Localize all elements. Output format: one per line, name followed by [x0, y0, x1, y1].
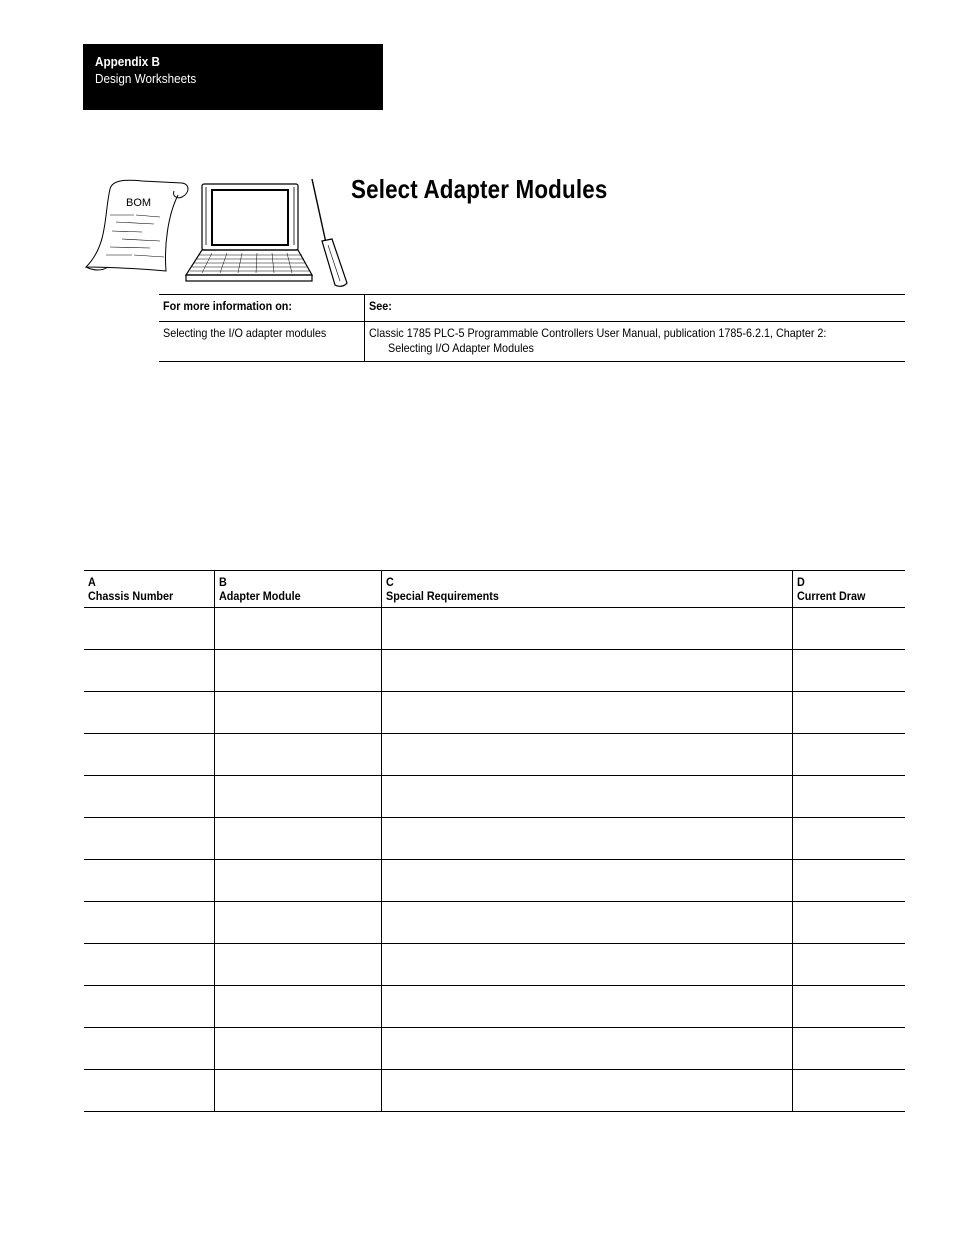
chassis-number-cell — [84, 944, 214, 986]
special-requirements-cell — [382, 650, 793, 692]
more-info-see-header: See: — [365, 295, 906, 322]
page-title: Select Adapter Modules — [351, 174, 608, 204]
current-draw-cell — [793, 734, 905, 776]
special-requirements-cell — [382, 818, 793, 860]
more-info-reference-cell — [365, 322, 906, 362]
adapter-module-cell — [214, 944, 381, 986]
current-draw-cell — [793, 902, 905, 944]
more-info-topic-cell: Selecting the I/O adapter modules — [159, 322, 365, 362]
running-header — [83, 44, 383, 110]
adapter-module-cell — [214, 902, 381, 944]
special-requirements-cell — [382, 902, 793, 944]
worksheet-row — [84, 944, 905, 986]
current-draw-cell — [793, 776, 905, 818]
adapter-module-cell — [214, 986, 381, 1028]
adapter-module-cell — [214, 1070, 381, 1112]
chassis-number-cell — [84, 692, 214, 734]
chassis-number-cell — [84, 734, 214, 776]
chassis-number-cell — [84, 818, 214, 860]
special-requirements-cell — [382, 860, 793, 902]
special-requirements-cell — [382, 608, 793, 650]
special-requirements-cell — [382, 944, 793, 986]
adapter-module-cell — [214, 860, 381, 902]
section-label: Design Worksheets — [95, 71, 197, 86]
bom-label: BOM — [126, 197, 152, 209]
bom-laptop-screwdriver-illustration — [82, 175, 352, 290]
worksheet-body — [84, 608, 905, 1112]
chassis-number-cell — [84, 1070, 214, 1112]
adapter-module-cell — [214, 734, 381, 776]
chassis-number-cell — [84, 1028, 214, 1070]
more-info-topic-header: For more information on: — [159, 295, 365, 322]
current-draw-cell — [793, 860, 905, 902]
worksheet-header-row — [84, 571, 905, 608]
special-requirements-cell — [382, 1028, 793, 1070]
current-draw-cell — [793, 944, 905, 986]
current-draw-cell — [793, 986, 905, 1028]
worksheet-row — [84, 902, 905, 944]
current-draw-cell — [793, 692, 905, 734]
chassis-number-cell — [84, 986, 214, 1028]
worksheet-row — [84, 776, 905, 818]
adapter-module-cell — [214, 650, 381, 692]
special-requirements-cell — [382, 986, 793, 1028]
adapter-module-cell — [214, 692, 381, 734]
current-draw-cell — [793, 1028, 905, 1070]
current-draw-cell — [793, 650, 905, 692]
adapter-module-cell — [214, 1028, 381, 1070]
column-header-current-draw: D Current Draw — [793, 571, 905, 608]
worksheet-row — [84, 650, 905, 692]
reference-line-2: Selecting I/O Adapter Modules — [388, 341, 534, 355]
special-requirements-cell — [382, 692, 793, 734]
chassis-number-cell — [84, 776, 214, 818]
worksheet-row — [84, 608, 905, 650]
chassis-number-cell — [84, 608, 214, 650]
worksheet-row — [84, 734, 905, 776]
current-draw-cell — [793, 608, 905, 650]
more-info-header-row — [159, 295, 905, 322]
special-requirements-cell — [382, 734, 793, 776]
chassis-number-cell — [84, 860, 214, 902]
current-draw-cell — [793, 1070, 905, 1112]
worksheet-row — [84, 986, 905, 1028]
worksheet-row — [84, 692, 905, 734]
reference-line-1: Classic 1785 PLC-5 Programmable Controllers User Manual, publication 1785-6.2.1, Chapter 2: — [369, 326, 827, 340]
chassis-number-cell — [84, 650, 214, 692]
laptop-computer-icon — [186, 184, 312, 281]
current-draw-cell — [793, 818, 905, 860]
adapter-module-worksheet — [84, 570, 905, 1112]
worksheet-row — [84, 818, 905, 860]
column-header-adapter-module: B Adapter Module — [214, 571, 381, 608]
special-requirements-cell — [382, 776, 793, 818]
worksheet-row — [84, 1028, 905, 1070]
worksheet-row — [84, 860, 905, 902]
more-info-table — [159, 294, 905, 362]
adapter-module-cell — [214, 776, 381, 818]
adapter-module-cell — [214, 818, 381, 860]
more-info-row — [159, 322, 905, 362]
worksheet-row — [84, 1070, 905, 1112]
chassis-number-cell — [84, 902, 214, 944]
screwdriver-icon — [312, 179, 347, 286]
column-header-special-requirements: C Special Requirements — [382, 571, 793, 608]
appendix-label: Appendix B — [95, 54, 161, 69]
column-header-chassis-number: A Chassis Number — [84, 571, 214, 608]
bom-scroll-icon — [86, 180, 188, 271]
special-requirements-cell — [382, 1070, 793, 1112]
adapter-module-cell — [214, 608, 381, 650]
